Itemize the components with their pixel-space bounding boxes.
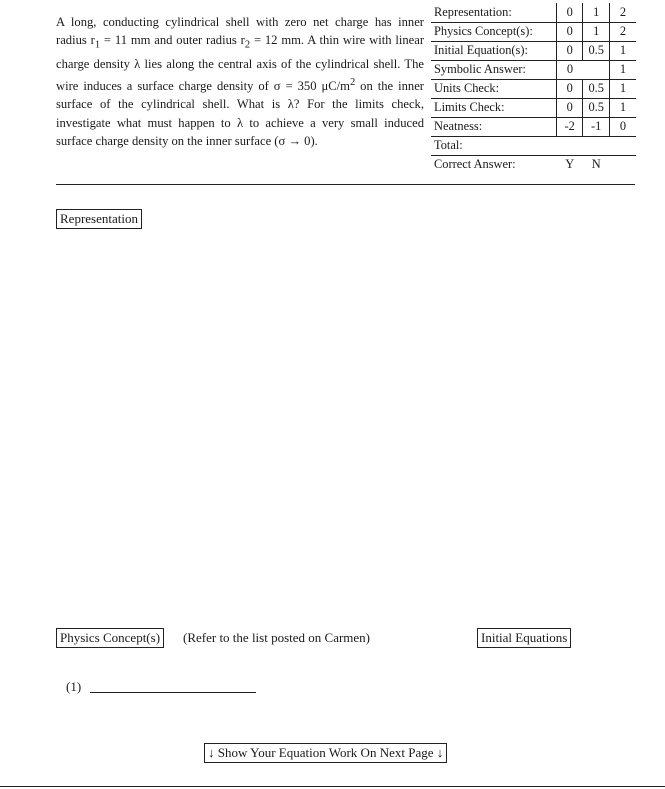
rubric-label: Physics Concept(s): xyxy=(434,24,533,38)
problem-text: = 12 mm. A thin wire with linear charge density λ lies along the central axis of the cylindrical shell. The wire induces a surface charge density of σ = 350 μC/m xyxy=(56,33,425,93)
rubric-label: Total: xyxy=(434,138,463,152)
rubric-row xyxy=(431,41,636,60)
concept-item-number: (1) xyxy=(66,679,82,694)
rubric-row xyxy=(431,136,636,155)
rubric-label: Correct Answer: xyxy=(434,157,516,172)
rubric-score xyxy=(556,136,583,155)
rubric-score: 1 xyxy=(609,41,636,60)
problem-text: on the inner surface of the cylindrical shell. What is λ? For the limits check, investigate what must happen to λ to achieve a very small induced surface charge density on the inner surface (σ → 0). xyxy=(56,78,424,149)
initial-equations-label: Initial Equations xyxy=(477,628,571,648)
rubric-score: 1 xyxy=(583,22,610,41)
rubric-row xyxy=(431,155,636,174)
rubric-score: 0 xyxy=(556,22,583,41)
rubric-score: 1 xyxy=(609,60,636,79)
rubric-score: 0.5 xyxy=(583,79,610,98)
rubric-row xyxy=(431,79,636,98)
rubric-label: Limits Check: xyxy=(434,100,505,114)
rubric-score: 0 xyxy=(556,41,583,60)
rubric-score xyxy=(583,136,610,155)
rubric-score: 0.5 xyxy=(583,41,610,60)
rubric-score: 0 xyxy=(556,3,583,22)
page-bottom-rule xyxy=(0,786,665,787)
rubric-score: 2 xyxy=(609,3,636,22)
rubric-score xyxy=(609,155,636,174)
rubric-score: 2 xyxy=(609,22,636,41)
rubric-score: 1 xyxy=(583,3,610,22)
rubric-label: Units Check: xyxy=(434,81,500,95)
concept-answer-line[interactable] xyxy=(90,692,256,693)
problem-text: A long, conducting cylindrical shell with zero net charge has inner radius r xyxy=(56,15,424,48)
rubric-score: 1 xyxy=(609,79,636,98)
rubric-score: 0 xyxy=(556,98,583,117)
next-page-note: ↓ Show Your Equation Work On Next Page ↓ xyxy=(204,743,447,763)
physics-concepts-note: (Refer to the list posted on Carmen) xyxy=(183,630,371,645)
subscript: 1 xyxy=(94,39,101,51)
rubric-label: Initial Equation(s): xyxy=(434,43,528,57)
physics-concepts-label: Physics Concept(s) xyxy=(56,628,164,648)
rubric-score xyxy=(609,136,636,155)
subscript: 2 xyxy=(244,39,251,51)
rubric-row xyxy=(431,98,636,117)
rubric-score: 0 xyxy=(556,79,583,98)
rubric-score: Y xyxy=(565,157,575,172)
problem-statement xyxy=(56,13,424,151)
rubric-row xyxy=(431,22,636,41)
rubric-score xyxy=(583,60,610,79)
rubric-score: -2 xyxy=(556,117,583,136)
superscript: 2 xyxy=(349,76,356,88)
rubric-score: 0 xyxy=(609,117,636,136)
rubric-row xyxy=(431,60,636,79)
rubric-label: Symbolic Answer: xyxy=(434,62,526,76)
rubric-row xyxy=(431,117,636,136)
rubric-score: -1 xyxy=(583,117,610,136)
rubric-score: N xyxy=(591,157,601,172)
grading-rubric xyxy=(431,3,636,174)
rubric-score: 1 xyxy=(609,98,636,117)
rubric-label: Neatness: xyxy=(434,119,483,133)
problem-text: = 11 mm and outer radius r xyxy=(100,33,245,48)
rubric-row xyxy=(431,3,636,22)
representation-label: Representation xyxy=(56,209,142,229)
rubric-score: 0.5 xyxy=(583,98,610,117)
divider xyxy=(56,184,635,185)
rubric-label: Representation: xyxy=(434,4,512,19)
rubric-score: 0 xyxy=(556,60,583,79)
